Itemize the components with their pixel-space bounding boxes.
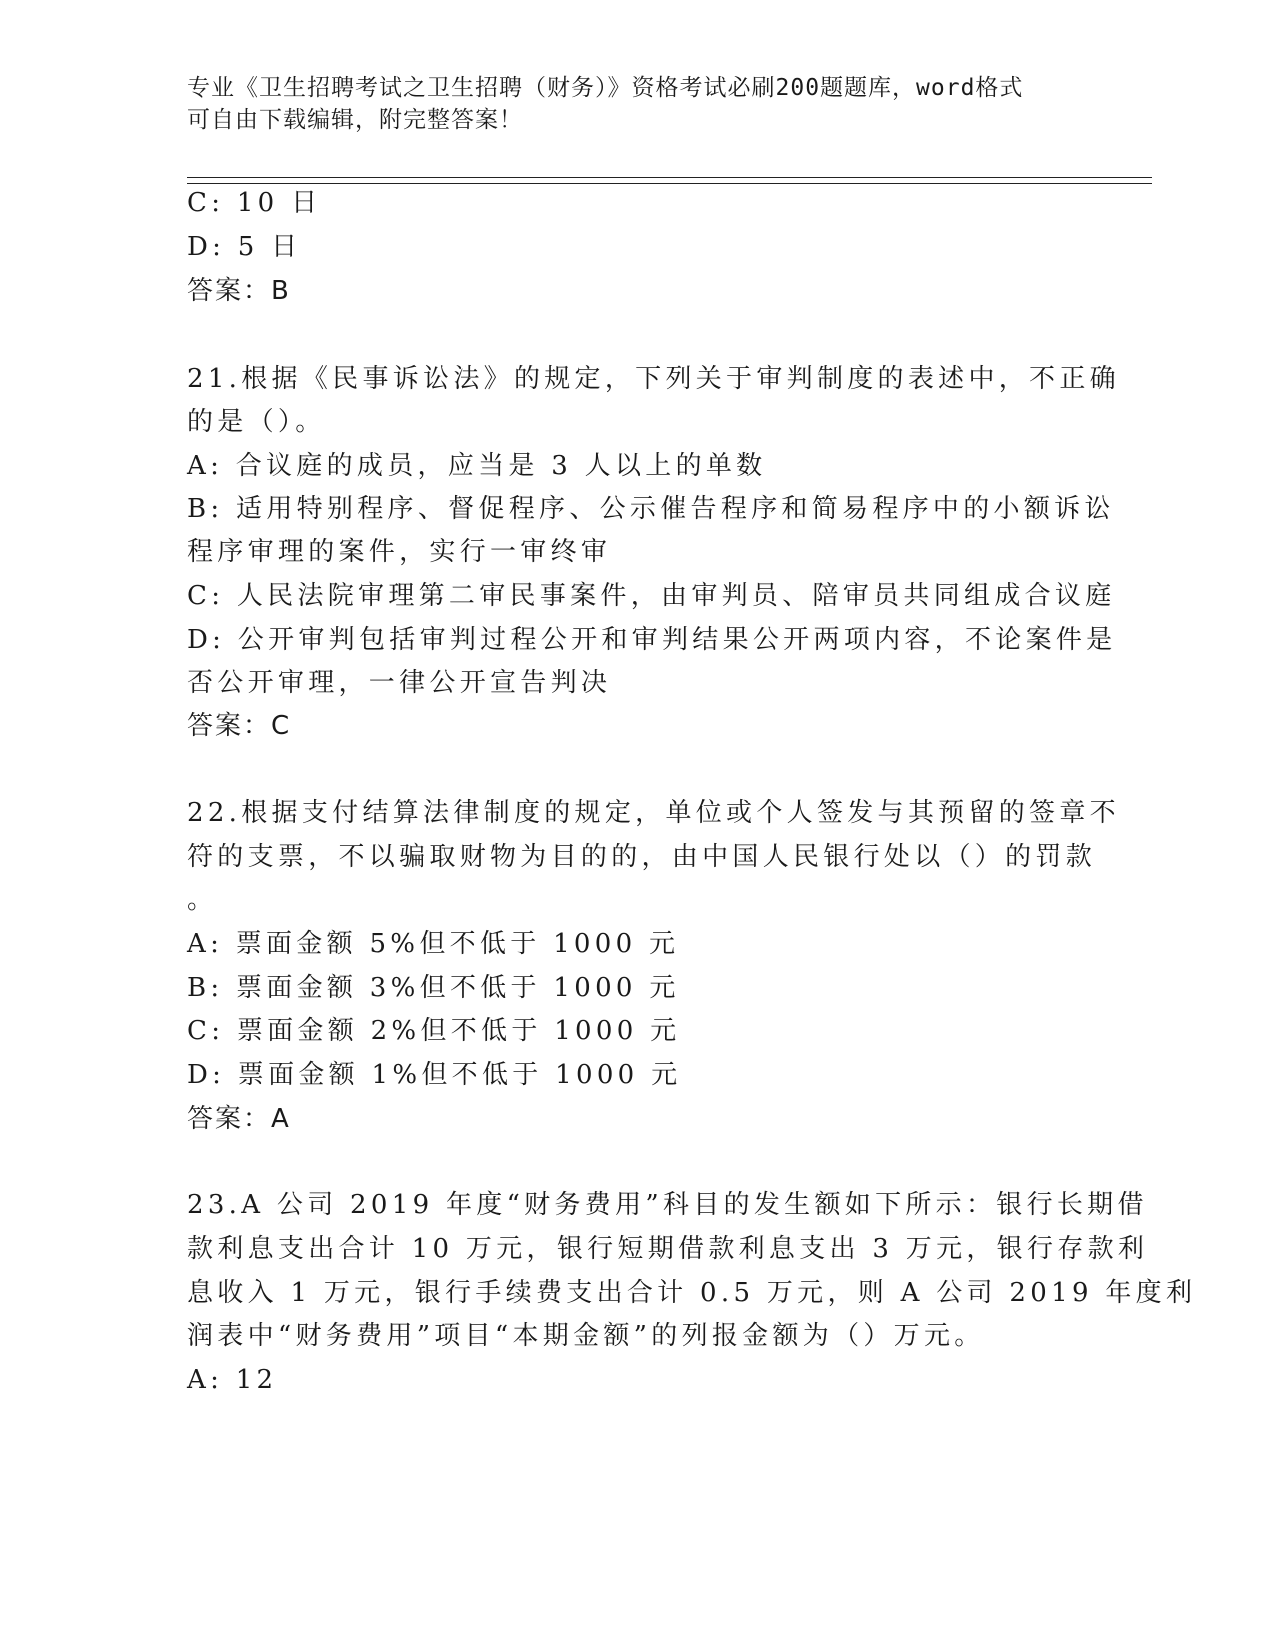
prev-answer: 答案：B [187,276,291,306]
q23-option-a: A: 12 [187,1365,278,1395]
q23-stem-line-3: 息收入 1 万元，银行手续费支出合计 0.5 万元，则 A 公司 2019 年度利 [187,1278,1197,1308]
q21-answer: 答案：C [187,711,292,741]
header-title-line-2: 可自由下载编辑，附完整答案！ [187,107,523,133]
q23-stem-line-2: 款利息支出合计 10 万元，银行短期借款利息支出 3 万元，银行存款利 [187,1234,1149,1264]
q21-stem-line-1: 21.根据《民事诉讼法》的规定，下列关于审判制度的表述中，不正确 [187,364,1120,394]
q21-option-b-line-2: 程序审理的案件，实行一审终审 [187,537,612,567]
q21-option-d-line-2: 否公开审理，一律公开宣告判决 [187,668,612,698]
q22-option-a: A: 票面金额 5%但不低于 1000 元 [187,929,680,959]
prev-option-d: D: 5 日 [187,232,302,262]
document-header [187,72,1087,136]
q21-option-a: A: 合议庭的成员，应当是 3 人以上的单数 [187,451,767,481]
prev-option-c: C: 10 日 [187,188,322,218]
q22-option-b: B: 票面金额 3%但不低于 1000 元 [187,973,680,1003]
q22-option-d: D: 票面金额 1%但不低于 1000 元 [187,1060,682,1090]
q21-option-b-line-1: B: 适用特别程序、督促程序、公示催告程序和简易程序中的小额诉讼 [187,494,1115,524]
q22-option-c: C: 票面金额 2%但不低于 1000 元 [187,1016,681,1046]
header-title-line-1: 专业《卫生招聘考试之卫生招聘（财务）》资格考试必刷200题题库，word格式 [187,75,1024,101]
q22-stem-line-2: 符的支票，不以骗取财物为目的的，由中国人民银行处以（）的罚款 [187,842,1097,872]
header-divider-bottom [187,183,1152,184]
q22-stem-line-1: 22.根据支付结算法律制度的规定，单位或个人签发与其预留的签章不 [187,798,1120,828]
q21-option-d-line-1: D: 公开审判包括审判过程公开和审判结果公开两项内容，不论案件是 [187,625,1117,655]
q21-option-c: C: 人民法院审理第二审民事案件，由审判员、陪审员共同组成合议庭 [187,581,1116,611]
q23-stem-line-4: 润表中“财务费用”项目“本期金额”的列报金额为（）万元。 [187,1321,985,1351]
q23-stem-line-1: 23.A 公司 2019 年度“财务费用”科目的发生额如下所示：银行长期借 [187,1190,1148,1220]
q22-answer: 答案：A [187,1104,291,1134]
q22-stem-line-3: 。 [187,885,218,915]
header-divider-top [187,177,1152,178]
q21-stem-line-2: 的是（）。 [187,407,326,437]
